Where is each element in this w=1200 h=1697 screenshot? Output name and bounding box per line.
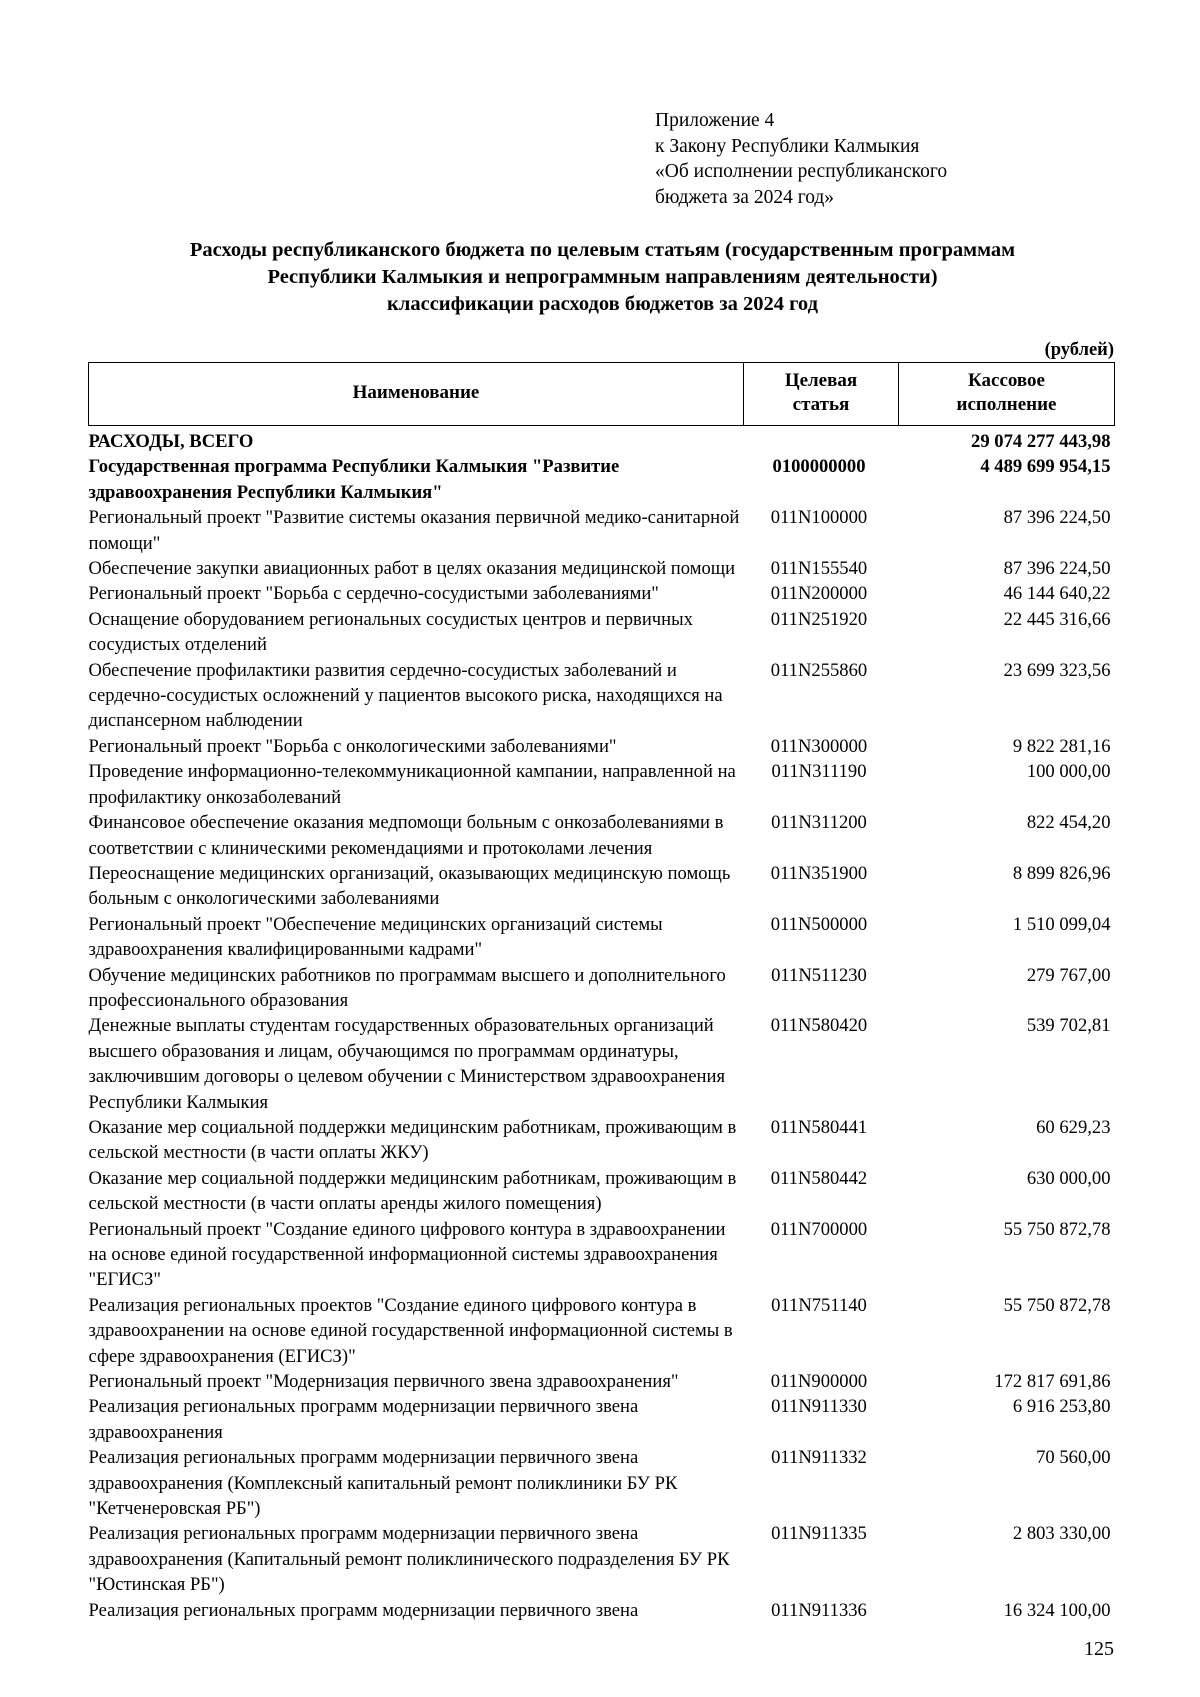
- row-code: 011N300000: [770, 735, 868, 757]
- column-header-name: Наименование: [89, 363, 744, 426]
- table-row: [89, 1598, 1115, 1623]
- row-value: 100 000,00: [1026, 761, 1111, 783]
- row-value: 630 000,00: [1026, 1167, 1111, 1189]
- row-value: 1 510 099,04: [1012, 913, 1111, 935]
- table-row: [89, 426, 1115, 455]
- row-name: Оснащение оборудованием региональных сосудистых центров и первичных сосудистых отделений: [88, 608, 693, 656]
- table-row: [89, 810, 1115, 861]
- row-code: 011N511230: [771, 964, 867, 986]
- table-row: [89, 556, 1115, 581]
- title-line-2: Республики Калмыкия и непрограммным направлениям деятельности): [267, 266, 938, 288]
- row-value: 23 699 323,56: [1003, 659, 1111, 681]
- table-header: [89, 363, 1115, 426]
- document-header: [655, 108, 1075, 210]
- row-name: Реализация региональных программ модернизации первичного звена здравоохранения: [88, 1396, 639, 1443]
- table-row: [89, 581, 1115, 606]
- table-row: [89, 1217, 1115, 1293]
- row-code: 011N311190: [771, 761, 867, 783]
- table-header-row: [89, 363, 1115, 426]
- row-name: Переоснащение медицинских организаций, оказывающих медицинскую помощь больным с онкологическими заболеваниями: [88, 862, 731, 910]
- row-code: 011N500000: [770, 913, 868, 935]
- row-code: 011N100000: [770, 507, 868, 529]
- row-value: 22 445 316,66: [1003, 608, 1111, 630]
- row-code: 0100000000: [772, 456, 866, 478]
- table-row: [89, 1013, 1115, 1115]
- row-code: 011N900000: [770, 1371, 868, 1393]
- row-code: 011N311200: [771, 812, 867, 834]
- table-row: [89, 759, 1115, 810]
- currency-note: (рублей): [1044, 340, 1114, 360]
- column-header-code-line2: статья: [792, 394, 850, 415]
- header-line-2: к Закону Республики Калмыкия: [655, 135, 920, 157]
- row-name: Проведение информационно-телекоммуникационной кампании, направленной на профилактику онкозаболеваний: [88, 761, 736, 808]
- row-value: 87 396 224,50: [1003, 558, 1111, 580]
- row-name: Обучение медицинских работников по программам высшего и дополнительного профессионального образования: [88, 964, 726, 1011]
- table-row: [89, 912, 1115, 963]
- row-code: [744, 426, 899, 455]
- column-header-value: [899, 363, 1115, 426]
- row-name: Денежные выплаты студентам государственных образовательных организаций высшего образования и лицам, обучающимся по программам ординатуры, заключившим договоры о целевом обучении с Министерством здравоохранения Республики Калмыкия: [88, 1015, 726, 1113]
- row-code: 011N911332: [771, 1447, 867, 1469]
- row-name: Обеспечение закупки авиационных работ в целях оказания медицинской помощи: [88, 558, 736, 580]
- row-name: Региональный проект "Борьба с сердечно-сосудистыми заболеваниями": [88, 583, 659, 605]
- title-line-1: Расходы республиканского бюджета по целевым статьям (государственным программам: [189, 239, 1016, 261]
- header-line-3: «Об исполнении республиканского: [655, 161, 948, 182]
- row-code: 011N580420: [770, 1015, 868, 1037]
- row-code: 011N751140: [771, 1294, 867, 1316]
- row-value: 172 817 691,86: [994, 1371, 1111, 1393]
- row-value: 822 454,20: [1026, 812, 1111, 834]
- table-row: [89, 1521, 1115, 1597]
- row-name: Региональный проект "Создание единого цифрового контура в здравоохранении на основе единой государственной информационной системы здравоохранения "ЕГИСЗ": [88, 1218, 726, 1291]
- row-value: 9 822 281,16: [1012, 735, 1111, 757]
- row-name: Региональный проект "Борьба с онкологическими заболеваниями": [88, 735, 617, 757]
- row-code: 011N251920: [770, 608, 868, 630]
- row-value: 29 074 277 443,98: [971, 431, 1111, 452]
- row-value: 70 560,00: [1036, 1447, 1111, 1469]
- row-value: 6 916 253,80: [1012, 1396, 1111, 1418]
- row-code: 011N911336: [771, 1599, 867, 1621]
- budget-table-wrapper: [88, 362, 1114, 1623]
- row-name: Обеспечение профилактики развития сердечно-сосудистых заболеваний и сердечно-сосудистых осложнений у пациентов высокого риска, находящихся на диспансерном наблюдении: [88, 659, 723, 732]
- row-code: 011N911330: [771, 1396, 867, 1418]
- page-number: 125: [1084, 1638, 1114, 1660]
- row-value: 55 750 872,78: [1003, 1294, 1111, 1316]
- table-row: [89, 658, 1115, 734]
- table-row: [89, 734, 1115, 759]
- row-name: Государственная программа Республики Калмыкия "Развитие здравоохранения Республики Калмыкия": [88, 456, 620, 503]
- row-name: Региональный проект "Модернизация первичного звена здравоохранения": [88, 1371, 679, 1393]
- row-value: 46 144 640,22: [1003, 583, 1111, 605]
- title-line-3: классификации расходов бюджетов за 2024 год: [387, 293, 818, 315]
- table-row: [89, 1394, 1115, 1445]
- table-row: [89, 861, 1115, 912]
- row-name: Реализация региональных программ модернизации первичного звена: [88, 1599, 639, 1621]
- column-header-value-line2: исполнение: [956, 394, 1057, 415]
- row-name: Региональный проект "Обеспечение медицинских организаций системы здравоохранения квалифицированными кадрами": [88, 913, 663, 961]
- row-code: 011N580442: [770, 1167, 868, 1189]
- row-code: 011N700000: [770, 1218, 868, 1240]
- row-value: 279 767,00: [1026, 964, 1111, 986]
- row-name: Региональный проект "Развитие системы оказания первичной медико-санитарной помощи": [88, 507, 740, 554]
- table-row: [89, 1166, 1115, 1217]
- header-line-4: бюджета за 2024 год»: [655, 186, 835, 208]
- column-header-code-line1: Целевая: [784, 370, 858, 391]
- table-row: [89, 454, 1115, 505]
- row-name: Оказание мер социальной поддержки медицинским работникам, проживающим в сельской местности (в части оплаты аренды жилого помещения): [88, 1167, 737, 1215]
- row-value: 539 702,81: [1026, 1015, 1111, 1037]
- row-name: Реализация региональных программ модернизации первичного звена здравоохранения (Комплексный капитальный ремонт поликлиники БУ РК "Кетченеровская РБ"): [88, 1447, 678, 1520]
- table-row: [89, 1293, 1115, 1369]
- row-name: Оказание мер социальной поддержки медицинским работникам, проживающим в сельской местности (в части оплаты ЖКУ): [88, 1116, 737, 1164]
- table-row: [89, 1369, 1115, 1394]
- row-value: 60 629,23: [1036, 1116, 1111, 1138]
- row-value: 55 750 872,78: [1003, 1218, 1111, 1240]
- row-value: 2 803 330,00: [1012, 1523, 1111, 1545]
- row-value: 4 489 699 954,15: [980, 456, 1111, 478]
- row-name: Реализация региональных проектов "Создание единого цифрового контура в здравоохранении на основе единой государственной информационной системы в сфере здравоохранения (ЕГИСЗ)": [88, 1294, 733, 1367]
- row-value: 87 396 224,50: [1003, 507, 1111, 529]
- table-row: [89, 607, 1115, 658]
- column-header-value-line1: Кассовое: [968, 370, 1045, 391]
- row-code: 011N255860: [770, 659, 868, 681]
- row-value: 16 324 100,00: [1003, 1599, 1111, 1621]
- row-value: 8 899 826,96: [1012, 862, 1111, 884]
- row-code: 011N351900: [770, 862, 868, 884]
- column-header-code: [744, 363, 899, 426]
- row-name: РАСХОДЫ, ВСЕГО: [88, 431, 254, 452]
- row-code: 011N911335: [771, 1523, 867, 1545]
- table-row: [89, 963, 1115, 1014]
- header-line-1: Приложение 4: [655, 110, 775, 131]
- page-title: [95, 237, 1110, 318]
- table-row: [89, 1115, 1115, 1166]
- table-row: [89, 505, 1115, 556]
- table-row: [89, 1445, 1115, 1521]
- row-name: Реализация региональных программ модернизации первичного звена здравоохранения (Капитальный ремонт поликлинического подразделения БУ РК "Юстинская РБ"): [88, 1523, 730, 1596]
- row-code: 011N200000: [770, 583, 868, 605]
- table-body: [89, 426, 1115, 1624]
- row-code: 011N155540: [770, 558, 868, 580]
- row-name: Финансовое обеспечение оказания медпомощи больным с онкозаболеваниями в соответствии с клиническими рекомендациями и протоколами лечения: [88, 812, 724, 859]
- budget-table: [88, 362, 1115, 1623]
- row-code: 011N580441: [770, 1116, 868, 1138]
